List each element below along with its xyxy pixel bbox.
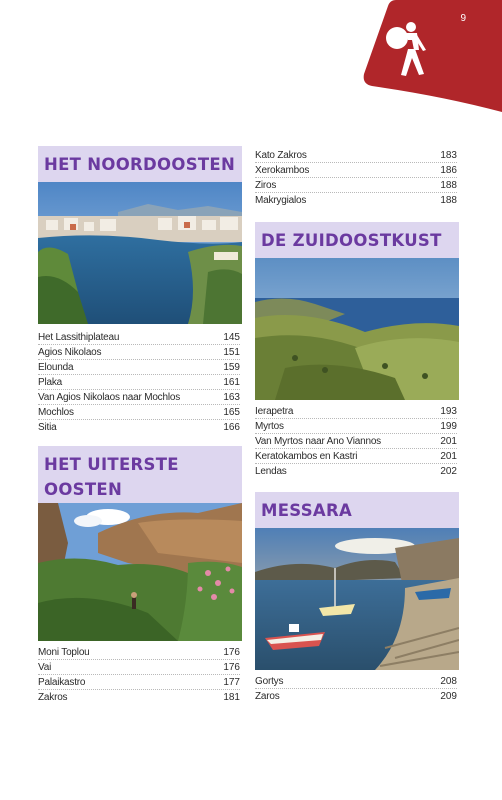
chapter-tab <box>362 0 502 115</box>
toc-list-zuidoostkust <box>255 404 457 479</box>
toc-entry[interactable]: Makrygialos 188 <box>255 195 457 206</box>
toc-entry[interactable]: Mochlos 165 <box>38 407 240 418</box>
toc-entry[interactable]: Agios Nikolaos 151 <box>38 347 240 358</box>
toc-entry[interactable]: Van Myrtos naar Ano Viannos 201 <box>255 436 457 447</box>
toc-entry[interactable]: Vai 176 <box>38 662 240 673</box>
toc-entry[interactable]: Myrtos 199 <box>255 421 457 432</box>
toc-entry[interactable]: Elounda 159 <box>38 362 240 373</box>
toc-list-messara <box>255 674 457 704</box>
toc-entry[interactable]: Palaikastro 177 <box>38 677 240 688</box>
toc-entry[interactable]: Zaros 209 <box>255 691 457 702</box>
toc-entry[interactable]: Xerokambos 186 <box>255 165 457 176</box>
section-title-zuidoostkust: DE ZUIDOOSTKUST <box>255 222 459 259</box>
toc-entry[interactable]: Van Agios Nikolaos naar Mochlos 163 <box>38 392 240 403</box>
photo-gorge-hiking-trail <box>38 503 242 641</box>
section-title-messara: MESSARA <box>255 492 459 529</box>
toc-list-uiterste-oosten-continued <box>255 148 457 208</box>
page-number: 9 <box>460 13 466 24</box>
photo-agios-nikolaos-harbour <box>38 182 242 324</box>
toc-entry[interactable]: Het Lassithiplateau 145 <box>38 332 240 343</box>
toc-list-noordoosten <box>38 330 240 435</box>
section-title-uiterste-oosten: HET UITERSTE OOSTEN <box>38 446 242 508</box>
toc-entry[interactable]: Lendas 202 <box>255 466 457 477</box>
toc-entry[interactable]: Ziros 188 <box>255 180 457 191</box>
toc-entry[interactable]: Kato Zakros 183 <box>255 150 457 161</box>
toc-entry[interactable]: Zakros 181 <box>38 692 240 703</box>
toc-entry[interactable]: Sitia 166 <box>38 422 240 433</box>
toc-entry[interactable]: Gortys 208 <box>255 676 457 687</box>
toc-list-uiterste-oosten <box>38 645 240 705</box>
toc-entry[interactable]: Moni Toplou 176 <box>38 647 240 658</box>
photo-southeast-coast-landscape <box>255 258 459 400</box>
photo-messara-fishing-harbour <box>255 528 459 670</box>
toc-entry[interactable]: Plaka 161 <box>38 377 240 388</box>
toc-entry[interactable]: Ierapetra 193 <box>255 406 457 417</box>
section-title-noordoosten: HET NOORDOOSTEN <box>38 146 242 183</box>
hiker-with-backpack-icon <box>384 18 432 80</box>
toc-entry[interactable]: Keratokambos en Kastri 201 <box>255 451 457 462</box>
